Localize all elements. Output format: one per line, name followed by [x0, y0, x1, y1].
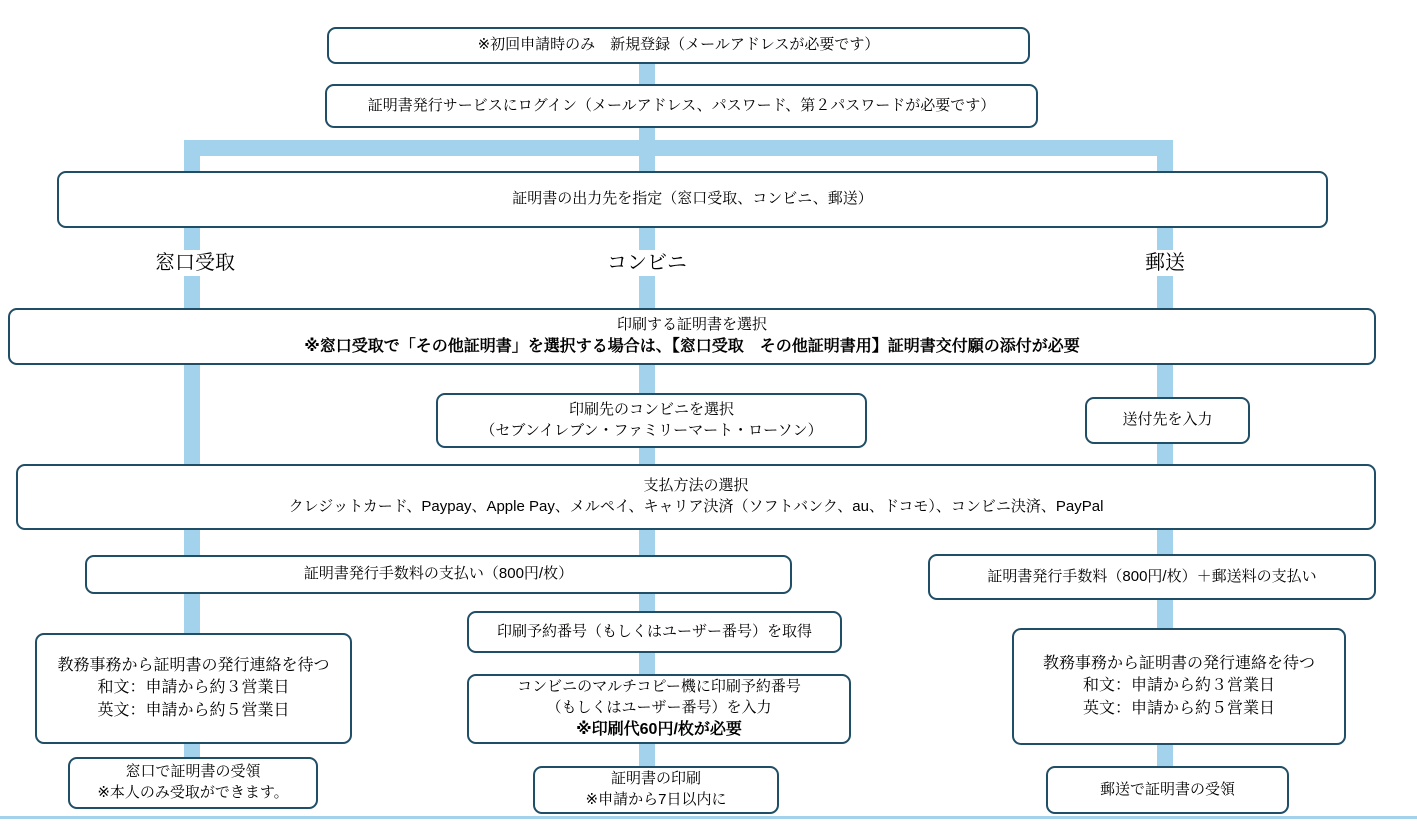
- step-wait-issue-window-line1: 教務事務から証明書の発行連絡を待つ: [57, 657, 330, 675]
- step-wait-issue-window-line3: 英文：申請から約５営業日: [97, 701, 290, 719]
- step-fee-mail-label: 証明書発行手数料（800円/枚）＋郵送料の支払い: [987, 567, 1317, 585]
- step-wait-issue-window-line2: 和文：申請から約３営業日: [97, 679, 290, 697]
- step-enter-address: [1085, 397, 1250, 444]
- step-wait-issue-mail-line1: 教務事務から証明書の発行連絡を待つ: [1042, 655, 1315, 673]
- step-fee-window-label: 証明書発行手数料の支払い（800円/枚）: [303, 565, 574, 583]
- step-receive-mail: [1046, 766, 1289, 814]
- step-copy-machine-line3: ※印刷代60円/枚が必要: [576, 720, 742, 738]
- step-get-print-number: [467, 611, 842, 653]
- step-print-certificate-line1: 証明書の印刷: [610, 770, 701, 788]
- step-login-label: 証明書発行サービスにログイン（メールアドレス、パスワード、第２パスワードが必要です）: [367, 96, 996, 114]
- step-receive-mail-label: 郵送で証明書の受領: [1099, 780, 1235, 798]
- step-print-certificate: [533, 766, 779, 814]
- step-wait-issue-mail: [1012, 628, 1346, 745]
- step-fee-mail: [928, 554, 1376, 600]
- step-copy-machine-input: [467, 674, 851, 744]
- step-payment-method-line1: 支払方法の選択: [643, 477, 749, 495]
- step-payment-method: [16, 464, 1376, 530]
- step-select-konbini-line2: （セブンイレブン・ファミリーマート・ローソン）: [480, 421, 823, 439]
- step-choose-output: [57, 171, 1328, 228]
- connector-register-login: [639, 62, 655, 86]
- step-select-certificate-line2: ※窓口受取で「その他証明書」を選択する場合は、【窓口受取 その他証明書用】証明書交付願の添付が必要: [304, 337, 1080, 355]
- branch-label-mail: 郵送: [1090, 250, 1240, 276]
- branch-label-window: 窓口受取: [120, 250, 270, 276]
- step-login: [325, 84, 1038, 128]
- step-get-print-number-label: 印刷予約番号（もしくはユーザー番号）を取得: [496, 622, 812, 640]
- step-select-konbini: [436, 393, 867, 448]
- step-register: [327, 27, 1030, 64]
- step-receive-window: [68, 757, 318, 809]
- bottom-rule: [0, 816, 1417, 819]
- step-select-certificate: [8, 308, 1376, 365]
- step-wait-issue-mail-line3: 英文：申請から約５営業日: [1082, 699, 1275, 717]
- step-wait-issue-window: [35, 633, 352, 744]
- step-register-label: ※初回申請時のみ 新規登録（メールアドレスが必要です）: [477, 36, 880, 54]
- step-print-certificate-line2: ※申請から7日以内に: [585, 791, 727, 808]
- step-receive-window-line2: ※本人のみ受取ができます。: [97, 784, 289, 801]
- step-fee-window: [85, 555, 792, 594]
- step-copy-machine-line2: （もしくはユーザー番号）を入力: [546, 698, 772, 716]
- step-enter-address-label: 送付先を入力: [1122, 411, 1213, 429]
- step-copy-machine-line1: コンビニのマルチコピー機に印刷予約番号: [517, 678, 801, 696]
- step-select-konbini-line1: 印刷先のコンビニを選択: [568, 400, 734, 418]
- step-select-certificate-line1: 印刷する証明書を選択: [616, 316, 767, 334]
- step-wait-issue-mail-line2: 和文：申請から約３営業日: [1082, 677, 1275, 695]
- connector-branch-bar: [184, 140, 1173, 156]
- step-receive-window-line1: 窓口で証明書の受領: [125, 763, 261, 781]
- branch-label-konbini: コンビニ: [572, 250, 722, 276]
- step-payment-method-line2: クレジットカード、Paypay、Apple Pay、メルペイ、キャリア決済（ソフトバンク、au、ドコモ）、コンビニ決済、PayPal: [288, 498, 1104, 515]
- step-choose-output-label: 証明書の出力先を指定（窓口受取、コンビニ、郵送）: [512, 190, 873, 208]
